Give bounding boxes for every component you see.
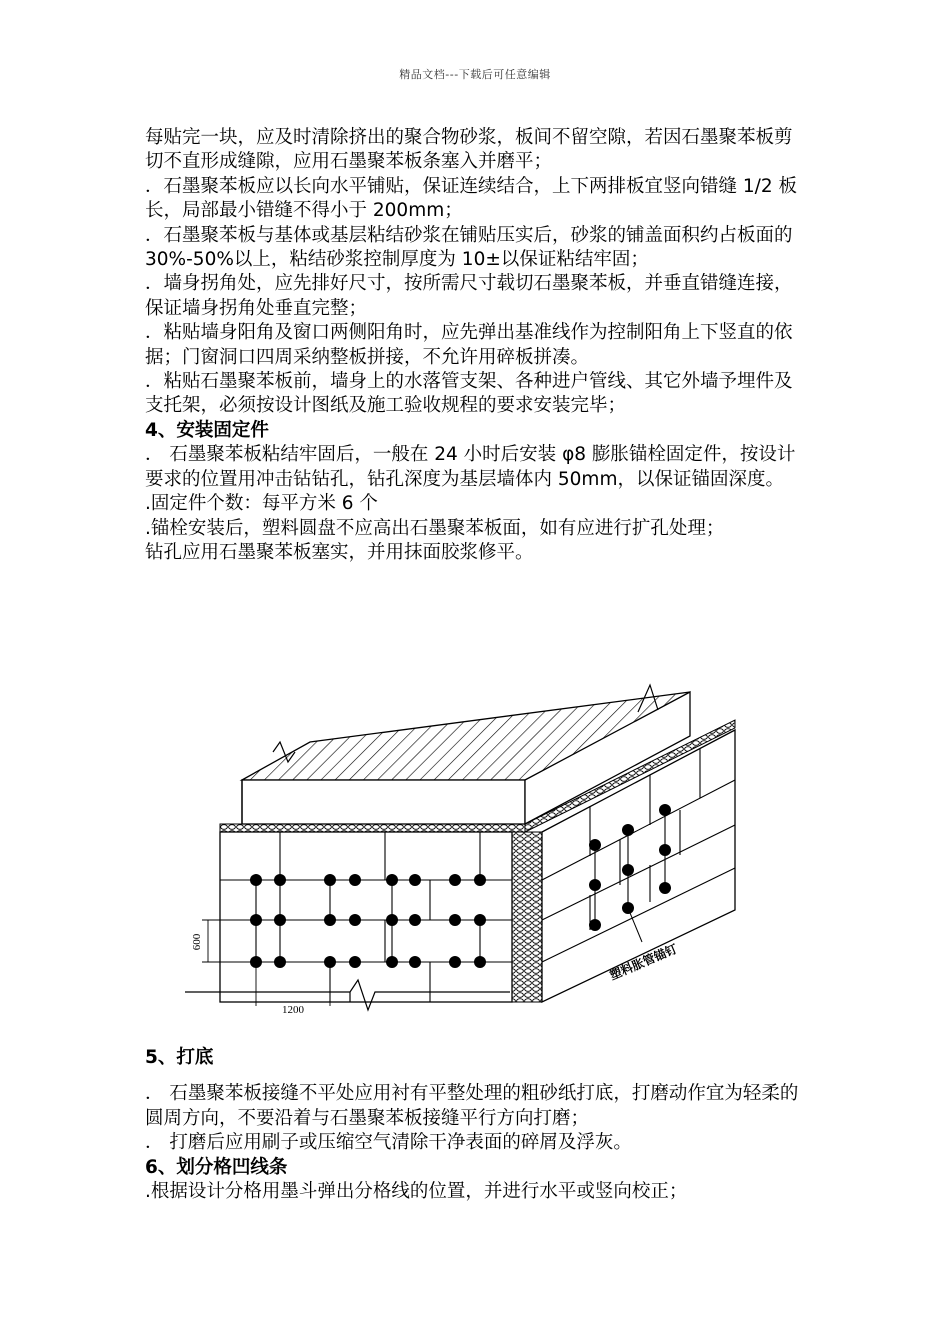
anchor-dots-front — [250, 874, 486, 968]
paragraph: ． 石墨聚苯板粘结牢固后，一般在 24 小时后安装 φ8 膨胀锚栓固定件，按设计要求的位置用冲击钻钻孔，钻孔深度为基层墙体内 50mm，以保证锚固深度。 — [145, 444, 796, 490]
paragraph: ． 打磨后应用刷子或压缩空气清除干净表面的碎屑及浮灰。 — [145, 1132, 632, 1154]
front-wall — [220, 832, 512, 1002]
paragraph: .锚栓安装后，塑料圆盘不应高出石墨聚苯板面，如有应进行扩孔处理； — [145, 517, 725, 539]
paragraph: ．粘贴墙身阳角及窗口两侧阳角时，应先弹出基准线作为控制阳角上下竖直的依据；门窗洞口四周采纳整板拼接，不允许用碎板拼凑。 — [145, 322, 793, 368]
section-6-heading: 6、划分格凹线条 — [145, 1156, 288, 1178]
top-slab-front — [242, 780, 525, 824]
paragraph: ．石墨聚苯板与基体或基层粘结砂浆在铺贴压实后，砂浆的铺盖面积约占板面的 30%-50%以上，粘结砂浆控制厚度为 10±以保证粘结牢固； — [145, 224, 793, 271]
paragraph: .根据设计分格用墨斗弹出分格线的位置，并进行水平或竖向校正； — [145, 1181, 688, 1203]
paragraph: ．粘贴石墨聚苯板前，墙身上的水落管支架、各种进户管线、其它外墙予埋件及支托架，必须按设计图纸及施工验收规程的要求安装完毕； — [145, 371, 793, 417]
dim-horizontal-label: 1200 — [282, 1004, 304, 1016]
anchor-layout-diagram — [180, 680, 740, 1020]
adhesive-layer-corner — [512, 832, 542, 1002]
paragraph: 钻孔应用石墨聚苯板塞实，并用抹面胶浆修平。 — [145, 541, 534, 563]
adhesive-layer-top — [220, 824, 525, 832]
paragraph: ．墙身拐角处，应先排好尺寸，按所需尺寸载切石墨聚苯板，并垂直错缝连接，保证墙身拐角处垂直完整； — [145, 273, 793, 319]
main-content — [145, 126, 810, 565]
page-header: 精品文档---下载后可任意编辑 — [399, 68, 551, 81]
dim-vertical-label: 600 — [191, 933, 203, 951]
section-4-heading: 4、安装固定件 — [145, 419, 269, 441]
paragraph: ． 石墨聚苯板接缝不平处应用衬有平整处理的粗砂纸打底，打磨动作宜为轻柔的圆周方向，不要沿着与石墨聚苯板接缝平行方向打磨； — [145, 1083, 799, 1129]
paragraph: .固定件个数：每平方米 6 个 — [145, 493, 378, 515]
lower-content — [145, 1046, 810, 1204]
anchor-label: 塑料胀管锚钉 — [607, 941, 680, 983]
paragraph: ．石墨聚苯板应以长向水平铺贴，保证连续结合，上下两排板宜竖向错缝 1/2 板长，局部最小错缝不得小于 200mm； — [145, 175, 798, 222]
section-5-heading: 5、打底 — [145, 1047, 214, 1068]
paragraph: 每贴完一块，应及时清除挤出的聚合物砂浆，板间不留空隙，若因石墨聚苯板剪切不直形成缝隙，应用石墨聚苯板条塞入并磨平； — [145, 127, 793, 173]
